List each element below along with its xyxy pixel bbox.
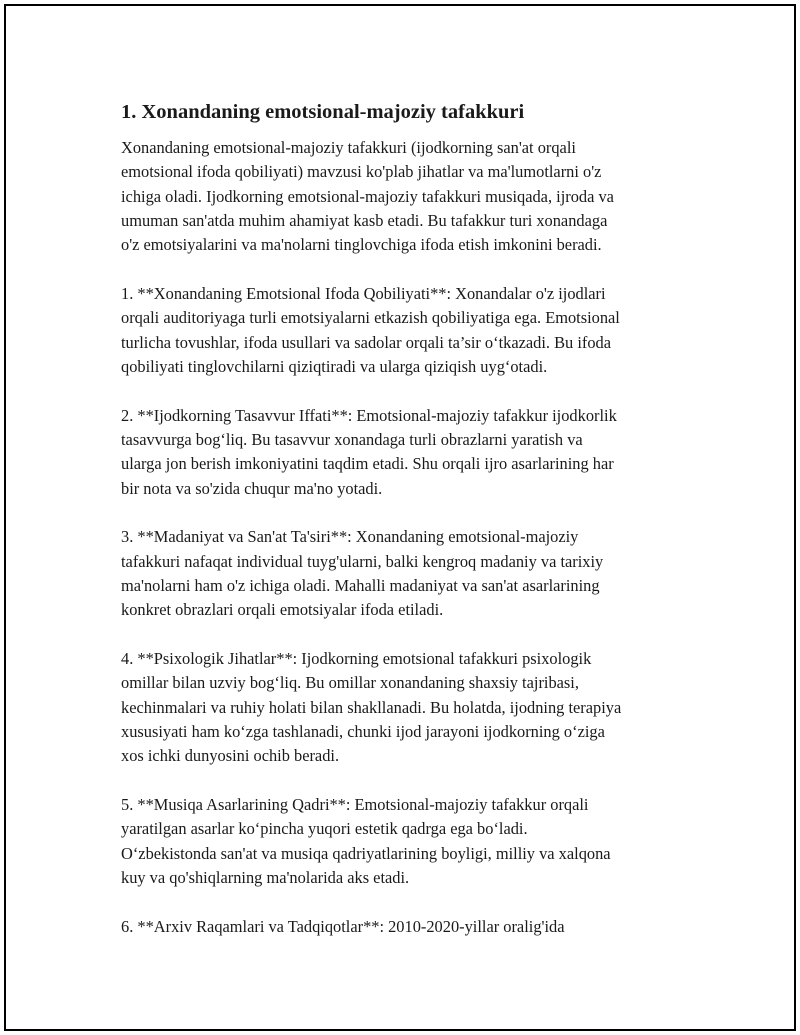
text-line: tafakkuri nafaqat individual tuyg'ularni, balki kengroq madaniy va tarixiy — [121, 551, 604, 571]
text-line: ichiga oladi. Ijodkorning emotsional-majoziy tafakkuri musiqada, ijroda va — [121, 186, 614, 206]
text-line: qobiliyati tinglovchilarni qiziqtiradi va ularga qiziqish uyg‘otadi. — [121, 356, 548, 376]
text-line: xususiyati ham ko‘zga tashlanadi, chunki ijod jarayoni ijodkorning o‘ziga — [121, 721, 605, 741]
text-line: Xonandaning emotsional-majoziy tafakkuri (ijodkorning san'at orqali — [121, 138, 576, 157]
text-line: kuy va qo'shiqlarning ma'nolarida aks etadi. — [121, 867, 410, 887]
page-title: 1. Xonandaning emotsional-majoziy tafakkuri — [121, 101, 525, 123]
text-line: yaratilgan asarlar ko‘pincha yuqori estetik qadrga ega bo‘ladi. — [121, 819, 528, 839]
text-line: umuman san'atda muhim ahamiyat kasb etadi. Bu tafakkur turi xonandaga — [121, 210, 608, 230]
text-line: turlicha tovushlar, ifoda usullari va sadolar orqali ta’sir o‘tkazadi. Bu ifoda — [121, 332, 612, 352]
list-item-2-paragraph — [121, 404, 691, 501]
text-line: omillar bilan uzviy bog‘liq. Bu omillar xonandaning shaxsiy tajribasi, — [121, 673, 579, 693]
list-item-4-paragraph — [121, 647, 691, 768]
text-line: O‘zbekistonda san'at va musiqa qadriyatlarining boyligi, milliy va xalqona — [121, 843, 611, 863]
text-line: 5. **Musiqa Asarlarining Qadri**: Emotsional-majoziy tafakkur orqali — [121, 795, 589, 815]
list-item-6-paragraph — [121, 915, 691, 939]
text-line: kechinmalari va ruhiy holati bilan shakllanadi. Bu holatda, ijodning terapiya — [121, 697, 622, 717]
text-line: 3. **Madaniyat va San'at Ta'siri**: Xonandaning emotsional-majoziy — [121, 527, 579, 547]
text-line: 4. **Psixologik Jihatlar**: Ijodkorning emotsional tafakkuri psixologik — [121, 649, 592, 669]
text-line: 2. **Ijodkorning Tasavvur Iffati**: Emotsional-majoziy tafakkur ijodkorlik — [121, 405, 617, 425]
document-body — [121, 98, 691, 964]
text-line: 6. **Arxiv Raqamlari va Tadqiqotlar**: 2010-2020-yillar oralig'ida — [121, 916, 565, 936]
list-item-3-paragraph — [121, 525, 691, 622]
intro-paragraph — [121, 136, 691, 257]
text-line: tasavvurga bog‘liq. Bu tasavvur xonandaga turli obrazlarni yaratish va — [121, 429, 583, 449]
list-item-5-paragraph — [121, 793, 691, 890]
text-line: 1. **Xonandaning Emotsional Ifoda Qobiliyati**: Xonandalar o'z ijodlari — [121, 283, 606, 303]
text-line: emotsional ifoda qobiliyati) mavzusi ko'plab jihatlar va ma'lumotlarni o'z — [121, 162, 602, 182]
list-item-1-paragraph — [121, 282, 691, 379]
text-line: ma'nolarni ham o'z ichiga oladi. Mahalli madaniyat va san'at asarlarining — [121, 575, 600, 595]
page-frame — [4, 4, 796, 1031]
text-line: xos ichki dunyosini ochib beradi. — [121, 746, 340, 766]
text-line: ularga jon berish imkoniyatini taqdim etadi. Shu orqali ijro asarlarining har — [121, 454, 614, 474]
text-line: orqali auditoriyaga turli emotsiyalarni etkazish qobiliyatiga ega. Emotsional — [121, 308, 620, 328]
text-line: bir nota va so'zida chuqur ma'no yotadi. — [121, 478, 383, 498]
text-line: konkret obrazlari orqali emotsiyalar ifoda etiladi. — [121, 600, 444, 620]
text-line: o'z emotsiyalarini va ma'nolarni tinglovchiga ifoda etish imkonini beradi. — [121, 235, 602, 255]
